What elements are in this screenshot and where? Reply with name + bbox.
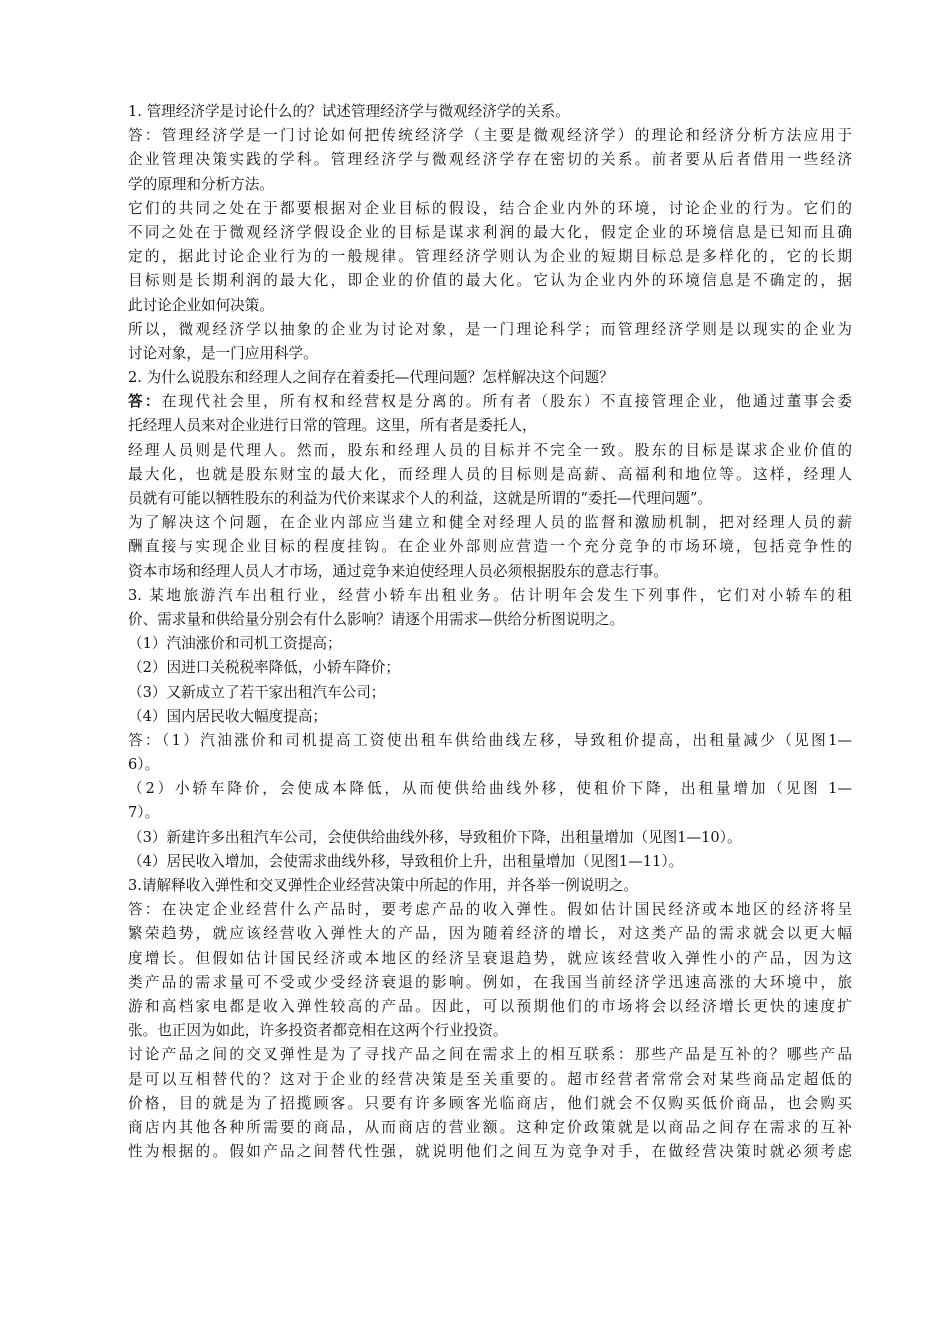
text-line: 讨论对象，是一门应用科学。 — [128, 344, 318, 362]
text-line: 为了解决这个问题，在企业内部应当建立和健全对经理人员的监督和激励机制，把对经理人员的薪 — [128, 514, 852, 532]
text-line: 目标则是长期利润的最大化，即企业的价值的最大化。它认为企业内外的环境信息是不确定的，据 — [128, 272, 852, 290]
text-line: 2. 为什么说股东和经理人之间存在着委托—代理问题？怎样解决这个问题？ — [128, 369, 614, 387]
text-line: 答：管理经济学是一门讨论如何把传统经济学（主要是微观经济学）的理论和经济分析方法应用于 — [128, 127, 852, 145]
text-line: （3）又新成立了若干家出租汽车公司； — [128, 683, 386, 701]
text-line: 繁荣趋势，就应该经营收入弹性大的产品，因为随着经济的增长，对这类产品的需求就会以更大幅 — [128, 925, 852, 943]
text-line: 企业管理决策实践的学科。管理经济学与微观经济学存在密切的关系。前者要从后者借用一些经济 — [128, 151, 852, 169]
text-line: 此讨论企业如何决策。 — [128, 296, 274, 314]
text-line: 学的原理和分析方法。 — [128, 175, 274, 193]
text-line: 它们的共同之处在于都要根据对企业目标的假设，结合企业内外的环境，讨论企业的行为。它们的 — [128, 199, 852, 217]
text-line: 讨论产品之间的交叉弹性是为了寻找产品之间在需求上的相互联系：那些产品是互补的？哪些产品 — [128, 1046, 852, 1064]
text-line: 答：（1）汽油涨价和司机提高工资使出租车供给曲线左移，导致租价提高，出租量减少（见图1— — [128, 731, 852, 749]
text-line: 资本市场和经理人员人才市场，通过竞争来迫使经理人员必须根据股东的意志行事。 — [128, 562, 668, 580]
text-line: （2）小轿车降价，会使成本降低，从而使供给曲线外移，使租价下降，出租量增加（见图 1— — [128, 780, 852, 798]
text-line: 价格，目的就是为了招揽顾客。只要有许多顾客光临商店，他们就会不仅购买低价商品，也会购买 — [128, 1094, 852, 1112]
text-line: （1）汽油涨价和司机工资提高； — [128, 635, 342, 653]
text-line: 性为根据的。假如产品之间替代性强，就说明他们之间互为竞争对手，在做经营决策时就必须考虑 — [128, 1143, 852, 1161]
text-line: 最大化，也就是股东财宝的最大化，而经理人员的目标则是高薪、高福利和地位等。这样，经理人 — [128, 465, 852, 483]
text-line: 度增长。但假如估计国民经济或本地区的经济呈衰退趋势，就应该经营收入弹性小的产品，因为这 — [128, 949, 852, 967]
text-line: 托经理人员来对企业进行日常的管理。这里，所有者是委托人， — [128, 417, 537, 435]
text-line: 答：在决定企业经营什么产品时，要考虑产品的收入弹性。假如估计国民经济或本地区的经济将呈 — [128, 901, 852, 919]
text-line: （4）居民收入增加，会使需求曲线外移，导致租价上升，出租量增加（见图1—11）。 — [128, 852, 684, 870]
text-line: （3）新建许多出租汽车公司，会使供给曲线外移，导致租价下降，出租量增加（见图1—10）。 — [128, 828, 742, 846]
text-line: 所以，微观经济学以抽象的企业为讨论对象，是一门理论科学；而管理经济学则是以现实的企业为 — [128, 320, 852, 338]
text-line: 张。也正因为如此，许多投资者都竞相在这两个行业投资。 — [128, 1022, 508, 1040]
text-line: 不同之处在于微观经济学假设企业的目标是谋求利润的最大化，假定企业的环境信息是已知而且确 — [128, 223, 852, 241]
answer-label: 答： — [128, 393, 162, 411]
text-line: 类产品的需求量可不受或少受经济衰退的影响。例如，在我国当前经济学迅速高涨的大环境中，旅 — [128, 973, 852, 991]
document-page — [128, 100, 852, 1164]
text-line: 6）。 — [128, 756, 160, 774]
text-line: 3.请解释收入弹性和交叉弹性企业经营决策中所起的作用，并各举一例说明之。 — [128, 877, 639, 894]
text-line: （4）国内居民收大幅度提高； — [128, 707, 328, 725]
text-line: （2）因进口关税税率降低，小轿车降价； — [128, 659, 400, 677]
text-line: 经理人员则是代理人。然而，股东和经理人员的目标并不完全一致。股东的目标是谋求企业价值的 — [128, 441, 852, 459]
text-line: 3. 某地旅游汽车出租行业，经营小轿车出租业务。估计明年会发生下列事件，它们对小轿车的租 — [128, 586, 852, 604]
text-line: 游和高档家电都是收入弹性较高的产品。因此，可以预期他们的市场将会以经济增长更快的速度扩 — [128, 997, 852, 1015]
text-line: 价、需求量和供给量分别会有什么影响？请逐个用需求—供给分析图说明之。 — [128, 610, 625, 628]
text-line: 定的，据此讨论企业行为的一般规律。管理经济学则认为企业的短期目标总是多样化的，它的长期 — [128, 248, 852, 266]
text-line: 1. 管理经济学是讨论什么的？试述管理经济学与微观经济学的关系。 — [128, 103, 570, 120]
line-text: 在现代社会里，所有权和经营权是分离的。所有者（股东）不直接管理企业，他通过董事会委 — [161, 393, 852, 411]
text-line: 商店内其他各种所需要的商品，从而商店的营业额。这种定价政策就是以商品之间存在需求的互补 — [128, 1118, 852, 1136]
text-line — [128, 390, 852, 414]
text-line: 酬直接与实现企业目标的程度挂钩。在企业外部则应营造一个充分竞争的市场环境，包括竞争性的 — [128, 538, 852, 556]
text-line: 员就有可能以牺牲股东的利益为代价来谋求个人的利益，这就是所谓的“委托—代理问题”。 — [128, 490, 713, 507]
text-line: 是可以互相替代的？这对于企业的经营决策是至关重要的。超市经营者常常会对某些商品定超低的 — [128, 1070, 852, 1088]
text-line: 7）。 — [128, 804, 160, 822]
